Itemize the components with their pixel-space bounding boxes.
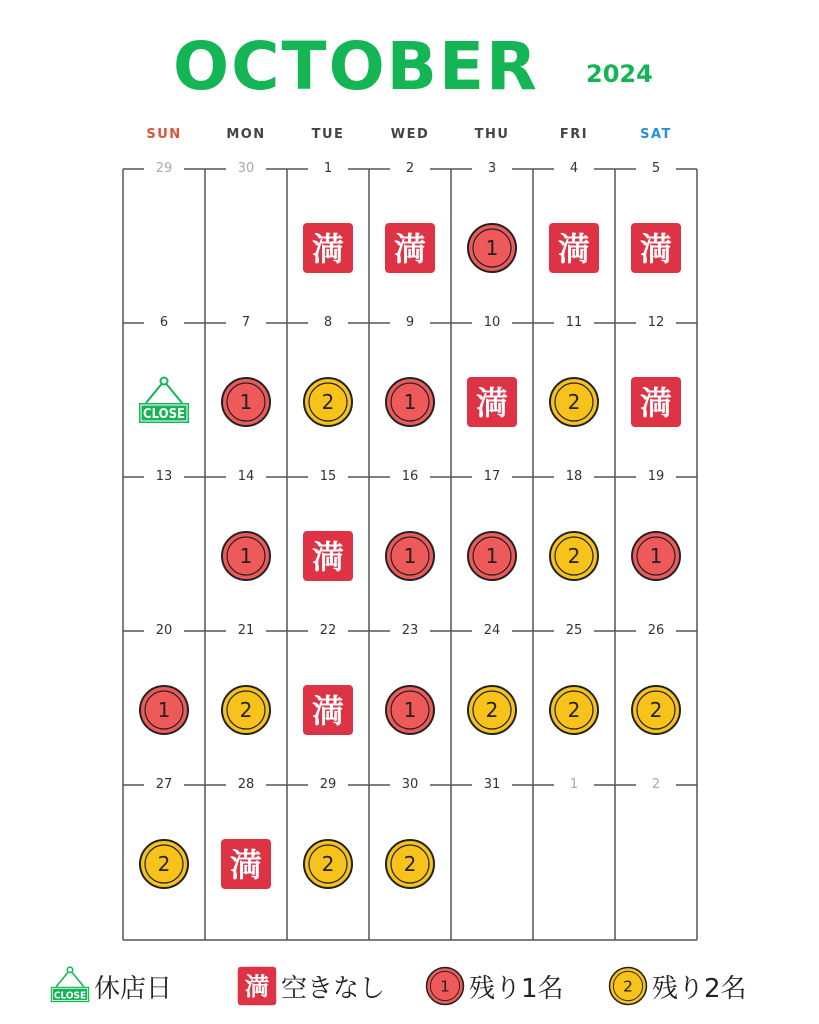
- svg-text:2: 2: [623, 977, 633, 996]
- date-number: 30: [226, 161, 266, 177]
- svg-text:満: 満: [393, 230, 427, 268]
- two-left-mark-icon: [608, 966, 648, 1006]
- full-mark-icon: [548, 222, 600, 274]
- weekday-sun: SUN: [146, 127, 182, 142]
- one-left-mark-icon: [466, 222, 518, 274]
- svg-text:2: 2: [567, 544, 581, 568]
- weekday-fri: FRI: [559, 127, 589, 142]
- svg-text:1: 1: [403, 544, 417, 568]
- date-number: 4: [554, 161, 594, 177]
- svg-text:満: 満: [311, 538, 345, 576]
- legend-item-two: [608, 966, 747, 1006]
- svg-text:1: 1: [485, 236, 499, 260]
- date-number: 24: [472, 623, 512, 639]
- date-number: 12: [636, 315, 676, 331]
- full-mark-icon: [302, 530, 354, 582]
- svg-text:2: 2: [567, 698, 581, 722]
- svg-text:1: 1: [157, 698, 171, 722]
- svg-text:2: 2: [157, 852, 171, 876]
- date-number: 13: [144, 469, 184, 485]
- two-left-mark-icon: [548, 684, 600, 736]
- date-number: 3: [472, 161, 512, 177]
- svg-text:満: 満: [229, 846, 263, 884]
- svg-text:2: 2: [403, 852, 417, 876]
- one-left-mark-icon: [466, 530, 518, 582]
- date-number: 29: [144, 161, 184, 177]
- two-left-mark-icon: [630, 684, 682, 736]
- full-mark-icon: [630, 222, 682, 274]
- weekday-tue: TUE: [311, 127, 345, 142]
- one-left-mark-icon: [220, 376, 272, 428]
- one-left-mark-icon: [384, 376, 436, 428]
- svg-text:満: 満: [311, 230, 345, 268]
- legend-item-close: [50, 966, 172, 1006]
- svg-text:1: 1: [403, 698, 417, 722]
- date-number: 29: [308, 777, 348, 793]
- full-mark-icon: [302, 684, 354, 736]
- date-number: 23: [390, 623, 430, 639]
- two-left-mark-icon: [302, 838, 354, 890]
- legend-label: 休店日: [94, 973, 173, 1004]
- svg-text:2: 2: [649, 698, 663, 722]
- full-mark-icon: [630, 376, 682, 428]
- date-number: 1: [308, 161, 348, 177]
- one-left-mark-icon: [425, 966, 465, 1006]
- two-left-mark-icon: [220, 684, 272, 736]
- svg-text:満: 満: [475, 384, 509, 422]
- date-number: 20: [144, 623, 184, 639]
- full-mark-icon: [466, 376, 518, 428]
- two-left-mark-icon: [302, 376, 354, 428]
- date-number: 14: [226, 469, 266, 485]
- two-left-mark-icon: [548, 530, 600, 582]
- date-number: 8: [308, 315, 348, 331]
- date-number: 15: [308, 469, 348, 485]
- svg-text:満: 満: [557, 230, 591, 268]
- svg-text:満: 満: [639, 230, 673, 268]
- date-number: 27: [144, 777, 184, 793]
- one-left-mark-icon: [384, 684, 436, 736]
- svg-text:満: 満: [244, 972, 270, 1002]
- svg-text:1: 1: [403, 390, 417, 414]
- svg-text:2: 2: [239, 698, 253, 722]
- date-number: 28: [226, 777, 266, 793]
- one-left-mark-icon: [220, 530, 272, 582]
- weekday-mon: MON: [226, 127, 266, 142]
- two-left-mark-icon: [384, 838, 436, 890]
- legend-item-one: [425, 966, 564, 1006]
- weekday-wed: WED: [390, 127, 430, 142]
- date-number: 31: [472, 777, 512, 793]
- date-number: 11: [554, 315, 594, 331]
- legend-label: 残り1名: [469, 973, 564, 1004]
- date-number: 25: [554, 623, 594, 639]
- svg-text:1: 1: [440, 977, 450, 996]
- svg-text:CLOSE: CLOSE: [143, 407, 185, 422]
- full-mark-icon: [384, 222, 436, 274]
- close-sign-icon: [50, 966, 90, 1006]
- svg-text:1: 1: [485, 544, 499, 568]
- date-number: 5: [636, 161, 676, 177]
- svg-text:1: 1: [239, 544, 253, 568]
- year-label: 2024: [586, 60, 653, 88]
- date-number: 16: [390, 469, 430, 485]
- date-number: 19: [636, 469, 676, 485]
- month-title: OCTOBER: [173, 28, 539, 105]
- svg-text:2: 2: [567, 390, 581, 414]
- date-number: 21: [226, 623, 266, 639]
- weekday-thu: THU: [474, 127, 510, 142]
- legend-label: 残り2名: [652, 973, 747, 1004]
- date-number: 18: [554, 469, 594, 485]
- date-number: 10: [472, 315, 512, 331]
- one-left-mark-icon: [630, 530, 682, 582]
- svg-text:満: 満: [639, 384, 673, 422]
- date-number: 2: [636, 777, 676, 793]
- svg-text:2: 2: [485, 698, 499, 722]
- svg-text:1: 1: [239, 390, 253, 414]
- date-number: 17: [472, 469, 512, 485]
- legend-item-full: [237, 966, 385, 1006]
- date-number: 7: [226, 315, 266, 331]
- one-left-mark-icon: [138, 684, 190, 736]
- svg-text:満: 満: [311, 692, 345, 730]
- svg-text:1: 1: [649, 544, 663, 568]
- full-mark-icon: [220, 838, 272, 890]
- date-number: 2: [390, 161, 430, 177]
- two-left-mark-icon: [138, 838, 190, 890]
- two-left-mark-icon: [466, 684, 518, 736]
- svg-text:CLOSE: CLOSE: [53, 990, 87, 1002]
- date-number: 1: [554, 777, 594, 793]
- svg-text:2: 2: [321, 390, 335, 414]
- date-number: 30: [390, 777, 430, 793]
- date-number: 22: [308, 623, 348, 639]
- svg-text:2: 2: [321, 852, 335, 876]
- date-number: 9: [390, 315, 430, 331]
- legend-label: 空きなし: [281, 973, 386, 1004]
- one-left-mark-icon: [384, 530, 436, 582]
- close-sign-icon: [138, 376, 190, 428]
- date-number: 26: [636, 623, 676, 639]
- full-mark-icon: [302, 222, 354, 274]
- two-left-mark-icon: [548, 376, 600, 428]
- date-number: 6: [144, 315, 184, 331]
- full-mark-icon: [237, 966, 277, 1006]
- weekday-sat: SAT: [640, 127, 672, 142]
